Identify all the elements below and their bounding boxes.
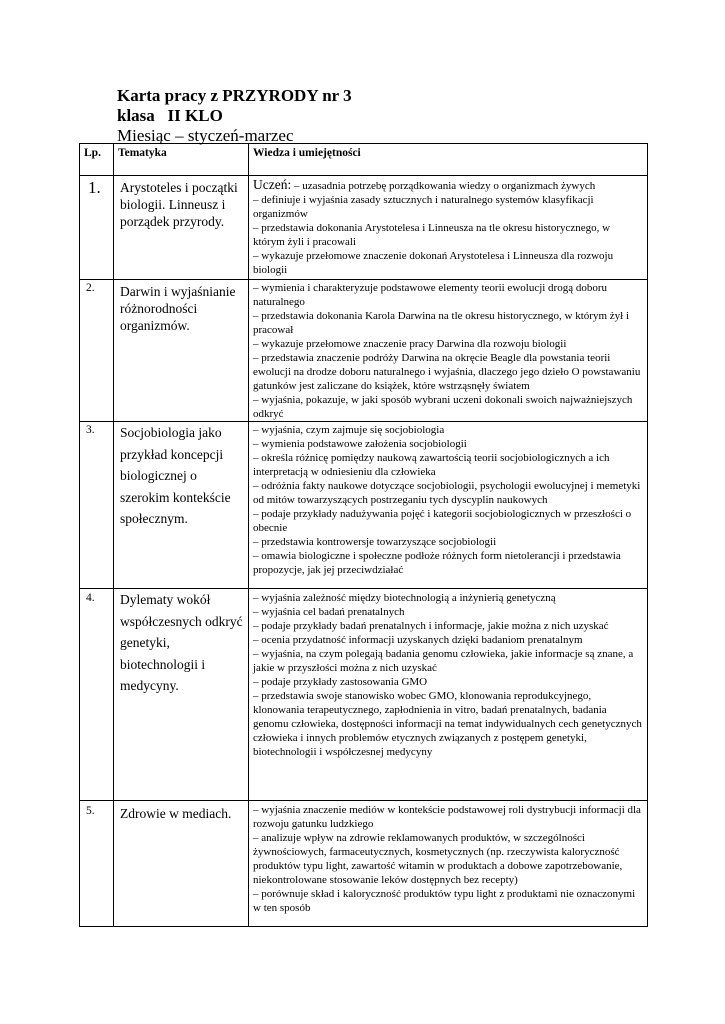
skill-line: – definiuje i wyjaśnia zasady sztucznych i naturalnego systemów klasyfikacji organizmów xyxy=(253,194,594,220)
student-label: Uczeń: xyxy=(253,177,292,192)
skill-line: – określa różnicę pomiędzy naukową zawartością teorii socjobiologicznych a ich interpretacją w odniesieniu dla człowieka xyxy=(253,452,610,478)
row-skills xyxy=(249,589,648,801)
table-row xyxy=(80,422,648,589)
table-row xyxy=(80,176,648,280)
column-header-wiedza: Wiedza i umiejętności xyxy=(249,144,648,176)
skill-line: – wyjaśnia, na czym polegają badania genomu człowieka, jakie informacje są znane, a jakie w przyszłości można z nich uzyskać xyxy=(253,648,634,674)
row-number: 3. xyxy=(80,422,114,589)
table-header-row xyxy=(80,144,648,176)
skill-line: – wyjaśnia, czym zajmuje się socjobiologia xyxy=(253,424,445,436)
row-topic: Zdrowie w mediach. xyxy=(114,801,249,927)
skill-line: Uczeń: – uzasadnia potrzebę porządkowania wiedzy o organizmach żywych xyxy=(253,177,596,192)
skill-line: – wyjaśnia cel badań prenatalnych xyxy=(253,606,405,618)
skill-line: – wyjaśnia znaczenie mediów w kontekście podstawowej roli dystrybucji informacji dla rozwoju gatunku ludzkiego xyxy=(253,804,641,830)
skill-line: – podaje przykłady nadużywania pojęć i kategorii socjobiologicznych w przeszłości o obecnie xyxy=(253,508,632,534)
row-skills xyxy=(249,176,648,280)
row-skills xyxy=(249,280,648,422)
row-number: 2. xyxy=(80,280,114,422)
row-number: 1. xyxy=(80,176,114,280)
table-row xyxy=(80,589,648,801)
worksheet-header xyxy=(117,86,352,146)
skill-line: – analizuje wpływ na zdrowie reklamowanych produktów, w szczególności żywnościowych, farmaceutycznych, kosmetycznych (np. rzeczywista kaloryczność produktów typu light, zawartość witamin w produktach a dobowe zapotrzebowanie, niekontrolowane stosowanie leków dostępnych bez recepty) xyxy=(253,832,623,886)
skill-line: – podaje przykłady zastosowania GMO xyxy=(253,676,428,688)
skill-line: – wykazuje przełomowe znaczenie dokonań Arystotelesa i Linneusza dla rozwoju biologii xyxy=(253,250,614,276)
curriculum-table xyxy=(79,143,648,927)
skill-line: – przedstawia kontrowersje towarzyszące socjobiologii xyxy=(253,536,497,548)
skill-line: – ocenia przydatność informacji uzyskanych dzięki badaniom prenatalnym xyxy=(253,634,583,646)
skill-line: – wyjaśnia, pokazuje, w jaki sposób wybrani uczeni dokonali swoich najważniejszych odkryć xyxy=(253,394,633,420)
skill-line: – przedstawia dokonania Karola Darwina na tle okresu historycznego, w którym żył i pracował xyxy=(253,310,630,336)
skill-line: – wymienia i charakteryzuje podstawowe elementy teorii ewolucji drogą doboru naturalnego xyxy=(253,282,608,308)
row-topic: Dylematy wokół współczesnych odkryć genetyki, biotechnologii i medycyny. xyxy=(114,589,249,801)
table-row xyxy=(80,801,648,927)
row-skills xyxy=(249,801,648,927)
skill-line: – przedstawia swoje stanowisko wobec GMO, klonowania reprodukcyjnego, klonowania terapeutycznego, zapłodnienia in vitro, badań prenatalnych, badania genomu człowieka, dostępności informacji na temat indywidualnych cech genetycznych człowieka i innych problemów etycznych związanych z postępem genetyki, biotechnologii i współczesnej medycyny xyxy=(253,690,642,758)
column-header-tematyka: Tematyka xyxy=(114,144,249,176)
column-header-lp: Lp. xyxy=(80,144,114,176)
row-topic: Socjobiologia jako przykład koncepcji biologicznej o szerokim kontekście społecznym. xyxy=(114,422,249,589)
row-topic: Arystoteles i początki biologii. Linneusz i porządek przyrody. xyxy=(114,176,249,280)
class-label: klasa II KLO xyxy=(117,106,223,125)
skill-line: – przedstawia znaczenie podróży Darwina na okręcie Beagle dla powstania teorii ewolucji na drodze doboru naturalnego i wyjaśnia, dlaczego jego dzieło O powstawaniu gatunków jest zaliczane do książek, które wstrząsnęły światem xyxy=(253,352,641,392)
row-number: 5. xyxy=(80,801,114,927)
worksheet-title: Karta pracy z PRZYRODY nr 3 xyxy=(117,86,352,105)
row-number: 4. xyxy=(80,589,114,801)
skill-line: – wykazuje przełomowe znaczenie pracy Darwina dla rozwoju biologii xyxy=(253,338,567,350)
skill-line: – wyjaśnia zależność między biotechnologią a inżynierią genetyczną xyxy=(253,592,556,604)
skill-line: – omawia biologiczne i społeczne podłoże różnych form nietolerancji i przedstawia propozycje, jak jej przeciwdziałać xyxy=(253,550,621,576)
skill-line: – porównuje skład i kaloryczność produktów typu light z produktami nie oznaczonymi w ten sposób xyxy=(253,888,636,914)
row-skills xyxy=(249,422,648,589)
table-row xyxy=(80,280,648,422)
skill-line: – podaje przykłady badań prenatalnych i informacje, jakie można z nich uzyskać xyxy=(253,620,609,632)
row-topic: Darwin i wyjaśnianie różnorodności organizmów. xyxy=(114,280,249,422)
skill-line: – odróżnia fakty naukowe dotyczące socjobiologii, psychologii ewolucyjnej i memetyki od mitów towarzyszących postrzeganiu tych dyscyplin naukowych xyxy=(253,480,641,506)
month-label: Miesiąc – styczeń-marzec xyxy=(117,126,294,145)
skill-line: – wymienia podstawowe założenia socjobiologii xyxy=(253,438,467,450)
skill-line: – przedstawia dokonania Arystotelesa i Linneusza na tle okresu historycznego, w którym żyli i pracowali xyxy=(253,222,611,248)
